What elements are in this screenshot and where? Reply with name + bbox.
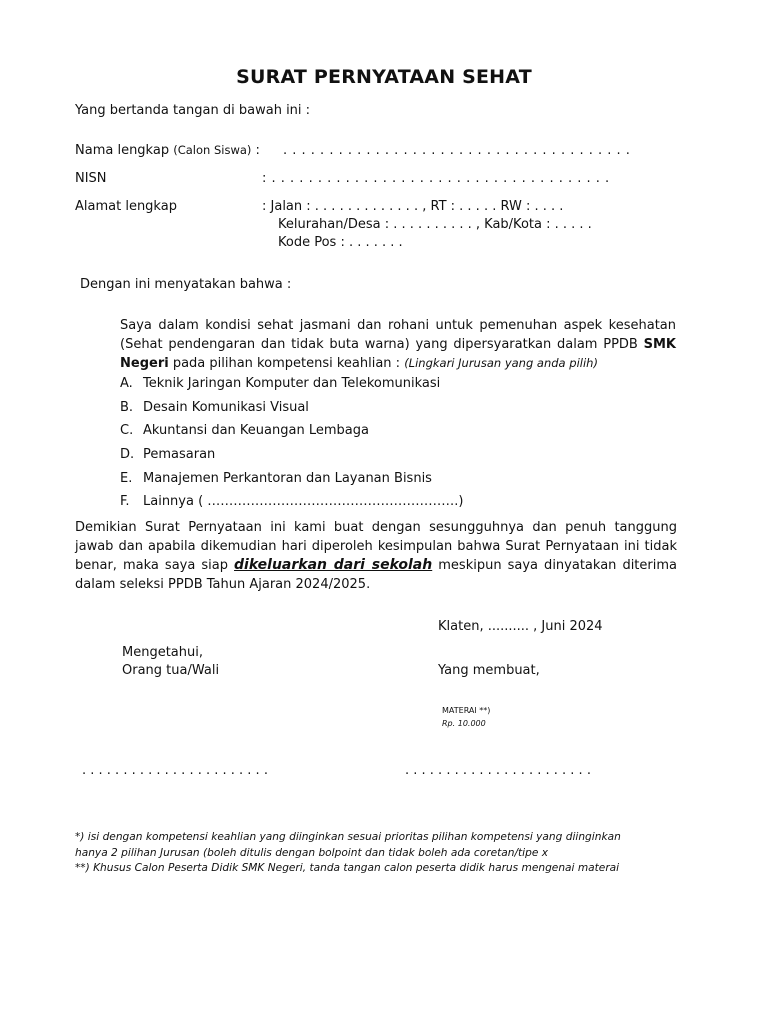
yang-membuat-label: Yang membuat,	[438, 663, 540, 678]
document-title: SURAT PERNYATAAN SEHAT	[236, 66, 532, 88]
option-letter: E.	[120, 470, 133, 486]
nisn-label: NISN	[75, 171, 107, 186]
list-item[interactable]	[120, 492, 464, 516]
option-letter: B.	[120, 399, 134, 415]
alamat-line-kodepos[interactable]: Kode Pos : . . . . . . .	[278, 235, 403, 250]
list-item[interactable]	[120, 469, 464, 493]
list-item[interactable]	[120, 374, 464, 398]
nama-label-row	[75, 143, 260, 158]
closing-text-1: Demikian Surat Pernyataan ini kami buat dengan sesungguhnya dan penuh tanggung jawab dan apabila dikemudian hari diperoleh kesimpulan bahwa Surat Pernyataan ini tidak benar, maka saya siap	[75, 520, 677, 573]
nama-label: Nama lengkap	[75, 143, 170, 158]
closing-paragraph	[75, 518, 677, 594]
list-item[interactable]	[120, 421, 464, 445]
statement-paragraph	[120, 316, 676, 373]
signature-line-parent[interactable]: . . . . . . . . . . . . . . . . . . . . . . .	[82, 763, 268, 778]
nisn-fill-line[interactable]: : . . . . . . . . . . . . . . . . . . . . . . . . . . . . . . . . . . . . .	[262, 171, 610, 186]
alamat-line-jalan[interactable]: : Jalan : . . . . . . . . . . . . . , RT : . . . . . RW : . . . .	[262, 199, 564, 214]
closing-text-2: meskipun saya dinyatakan diterima dalam seleksi PPDB Tahun Ajaran 2024/2025.	[75, 558, 677, 592]
nama-sublabel: (Calon Siswa)	[173, 143, 252, 157]
option-letter: A.	[120, 376, 133, 391]
place-date[interactable]: Klaten, .......... , Juni 2024	[438, 619, 603, 634]
alamat-line-kelurahan[interactable]: Kelurahan/Desa : . . . . . . . . . . , Kab/Kota : . . . . .	[278, 217, 592, 232]
closing-emphasis: dikeluarkan dari sekolah	[234, 557, 433, 573]
intro-text: Yang bertanda tangan di bawah ini :	[75, 103, 311, 118]
statement-text-2: pada pilihan kompetensi keahlian :	[168, 356, 405, 371]
competency-options-list	[120, 374, 464, 516]
nama-colon: :	[255, 143, 260, 158]
option-letter: F.	[120, 494, 130, 510]
option-text: Akuntansi dan Keuangan Lembaga	[143, 423, 369, 439]
footnote-3: **) Khusus Calon Peserta Didik SMK Negeri, tanda tangan calon peserta didik harus mengenai materai	[75, 862, 620, 874]
option-text: Teknik Jaringan Komputer dan Telekomunikasi	[143, 376, 441, 391]
footnote-1: *) isi dengan kompetensi keahlian yang diinginkan sesuai prioritas pilihan kompetensi yang diinginkan	[75, 831, 621, 843]
option-text: Manajemen Perkantoran dan Layanan Bisnis	[143, 470, 432, 486]
mengetahui-label: Mengetahui,	[122, 645, 203, 660]
materai-label: MATERAI **)	[442, 706, 491, 715]
signature-line-student[interactable]: . . . . . . . . . . . . . . . . . . . . . . .	[405, 763, 591, 778]
alamat-label: Alamat lengkap	[75, 199, 177, 214]
footnote-2: hanya 2 pilihan Jurusan (boleh ditulis dengan bolpoint dan tidak boleh ada coretan/tipe x	[75, 847, 548, 859]
list-item[interactable]	[120, 398, 464, 422]
statement-italic-note: (Lingkari Jurusan yang anda pilih)	[404, 356, 598, 370]
materai-value: Rp. 10.000	[442, 719, 486, 728]
statement-bold-smk: SMK Negeri	[120, 337, 676, 371]
statement-text-1: Saya dalam kondisi sehat jasmani dan rohani untuk pemenuhan aspek kesehatan (Sehat pendengaran dan tidak buta warna) yang dipersyaratkan dalam PPDB	[120, 318, 676, 352]
list-item[interactable]	[120, 445, 464, 469]
option-text: Pemasaran	[143, 447, 216, 463]
option-letter: C.	[120, 423, 134, 439]
nama-fill-line[interactable]: . . . . . . . . . . . . . . . . . . . . . . . . . . . . . . . . . . . . . .	[283, 143, 631, 158]
option-letter: D.	[120, 447, 135, 463]
statement-intro: Dengan ini menyatakan bahwa :	[80, 277, 292, 292]
orang-tua-label: Orang tua/Wali	[122, 663, 220, 678]
option-text: Lainnya ( ………………………………………………….)	[143, 494, 464, 510]
option-text: Desain Komunikasi Visual	[143, 399, 309, 415]
